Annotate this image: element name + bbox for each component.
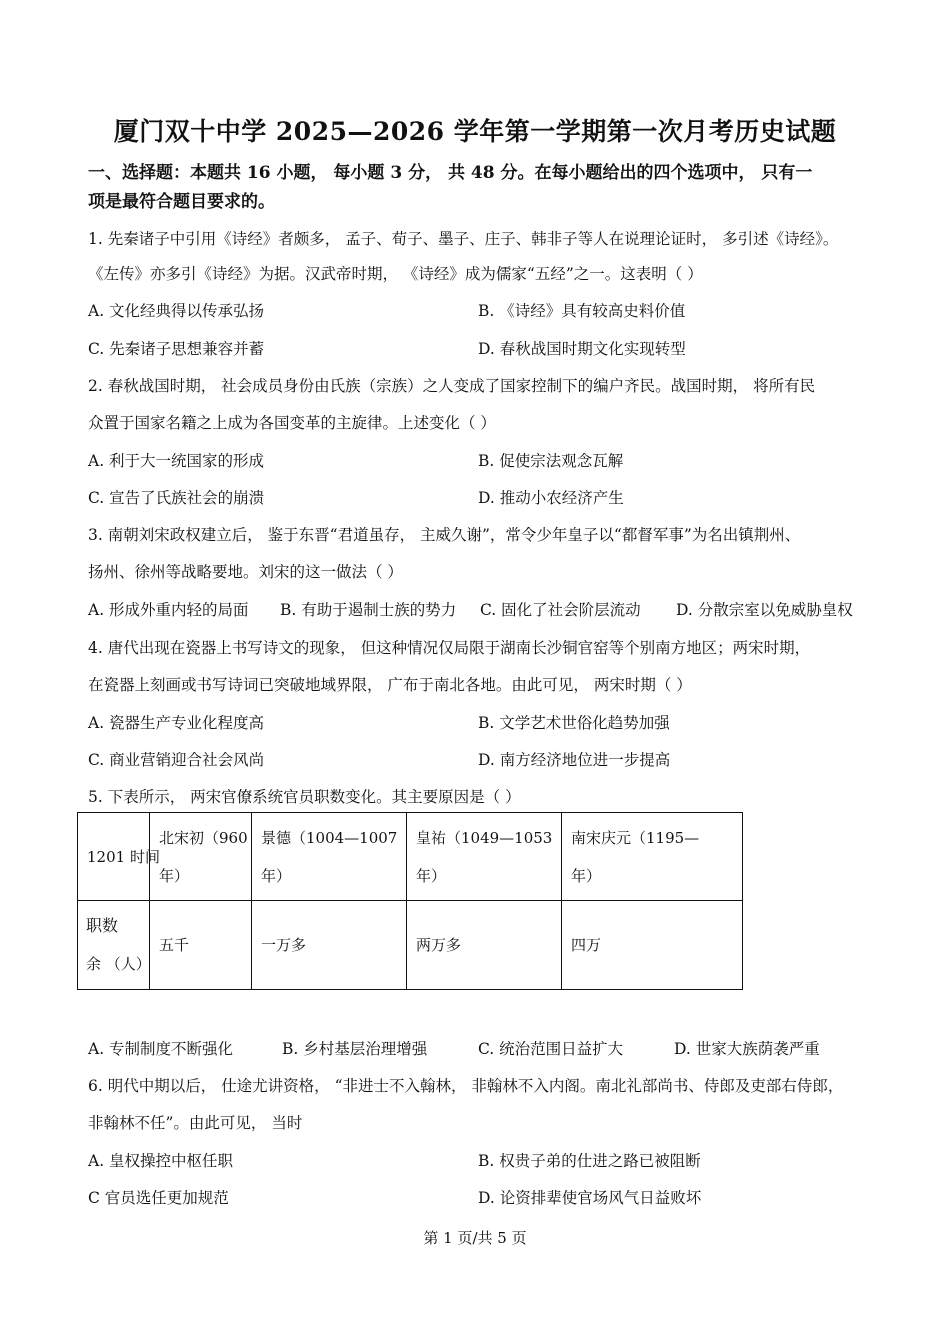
question-2-option-a[interactable]: A. 利于大一统国家的形成 — [88, 452, 265, 470]
question-4-option-a[interactable]: A. 瓷器生产专业化程度高 — [88, 714, 265, 732]
question-5-option-d[interactable]: D. 世家大族荫袭严重 — [674, 1040, 820, 1058]
question-6-option-c[interactable]: C 官员选任更加规范 — [88, 1189, 229, 1207]
question-2-option-d[interactable]: D. 推动小农经济产生 — [478, 489, 624, 507]
question-2-option-c[interactable]: C. 宣告了氏族社会的崩溃 — [88, 489, 265, 507]
page-footer: 第 1 页/共 5 页 — [423, 1229, 527, 1247]
question-3-line-2: 扬州、徐州等战略要地。刘宋的这一做法（ ） — [88, 563, 403, 581]
question-3-option-d[interactable]: D. 分散宗室以免威胁皇权 — [676, 601, 853, 619]
question-5-line-1: 5. 下表所示， 两宋官僚系统官员职数变化。其主要原因是（ ） — [88, 788, 521, 806]
question-3-option-b[interactable]: B. 有助于遏制士族的势力 — [280, 601, 457, 619]
question-6-option-b[interactable]: B. 权贵子弟的仕进之路已被阻断 — [478, 1152, 701, 1170]
question-1-option-a[interactable]: A. 文化经典得以传承弘扬 — [88, 302, 265, 320]
question-3-option-c[interactable]: C. 固化了社会阶层流动 — [480, 601, 641, 619]
question-1-option-b[interactable]: B. 《诗经》具有较高史料价值 — [478, 302, 686, 320]
table-header-row — [78, 813, 743, 901]
question-4-line-1: 4. 唐代出现在瓷器上书写诗文的现象， 但这种情况仅局限于湖南长沙铜官窑等个别南方地区；两宋时期， — [88, 639, 811, 657]
question-5-option-c[interactable]: C. 统治范围日益扩大 — [478, 1040, 624, 1058]
table-corner-cell: 1201 时间 — [78, 813, 150, 901]
table-cell: 两万多 — [407, 901, 562, 990]
question-1-line-1: 1. 先秦诸子中引用《诗经》者颇多， 孟子、荀子、墨子、庄子、韩非子等人在说理论证时， 多引述《诗经》。 — [88, 230, 839, 248]
question-1-option-c[interactable]: C. 先秦诸子思想兼容并蓄 — [88, 340, 265, 358]
table-cell: 五千 — [150, 901, 252, 990]
table-header-cell: 皇祐（1049—1053 年） — [407, 813, 562, 901]
question-2-line-2: 众置于国家名籍之上成为各国变革的主旋律。上述变化（ ） — [88, 414, 496, 432]
table-data-row — [78, 901, 743, 990]
section-heading-line2: 项是最符合题目要求的。 — [88, 192, 275, 212]
question-5-table — [77, 812, 743, 990]
question-1-option-d[interactable]: D. 春秋战国时期文化实现转型 — [478, 340, 686, 358]
table-header-cell: 北宋初（960 年） — [150, 813, 252, 901]
question-2-line-1: 2. 春秋战国时期， 社会成员身份由氏族（宗族）之人变成了国家控制下的编户齐民。战国时期， 将所有民 — [88, 377, 816, 395]
section-heading-line1: 一、选择题：本题共 16 小题， 每小题 3 分， 共 48 分。在每小题给出的四个选项中， 只有一 — [88, 163, 813, 183]
question-5-option-b[interactable]: B. 乡村基层治理增强 — [282, 1040, 428, 1058]
question-4-option-d[interactable]: D. 南方经济地位进一步提高 — [478, 751, 671, 769]
question-4-line-2: 在瓷器上刻画或书写诗词已突破地域界限， 广布于南北各地。由此可见， 两宋时期（ ） — [88, 676, 692, 694]
question-4-option-b[interactable]: B. 文学艺术世俗化趋势加强 — [478, 714, 670, 732]
question-6-option-d[interactable]: D. 论资排辈使官场风气日益败坏 — [478, 1189, 702, 1207]
question-2-option-b[interactable]: B. 促使宗法观念瓦解 — [478, 452, 624, 470]
question-6-line-1: 6. 明代中期以后， 仕途尤讲资格， “非进士不入翰林， 非翰林不入内阁。南北礼部尚书、侍郎及吏部右侍郎， — [88, 1077, 844, 1095]
table-row-header-cell: 职数 余 （人） — [78, 901, 150, 990]
question-6-option-a[interactable]: A. 皇权操控中枢任职 — [88, 1152, 234, 1170]
question-5-option-a[interactable]: A. 专制制度不断强化 — [88, 1040, 234, 1058]
question-3-option-a[interactable]: A. 形成外重内轻的局面 — [88, 601, 249, 619]
question-6-line-2: 非翰林不任”。由此可见， 当时 — [88, 1114, 303, 1132]
question-1-line-2: 《左传》亦多引《诗经》为据。汉武帝时期， 《诗经》成为儒家“五经”之一。这表明（ ） — [88, 265, 703, 283]
question-4-option-c[interactable]: C. 商业营销迎合社会风尚 — [88, 751, 265, 769]
table-cell: 一万多 — [252, 901, 407, 990]
page-title: 厦门双十中学 2025—2026 学年第一学期第一次月考历史试题 — [113, 117, 837, 146]
table-header-cell: 南宋庆元（1195— 年） — [562, 813, 743, 901]
question-3-line-1: 3. 南朝刘宋政权建立后， 鉴于东晋“君道虽存， 主威久谢”，常令少年皇子以“都督军事”为名出镇荆州、 — [88, 526, 801, 544]
table-header-cell: 景德（1004—1007 年） — [252, 813, 407, 901]
table-cell: 四万 — [562, 901, 743, 990]
